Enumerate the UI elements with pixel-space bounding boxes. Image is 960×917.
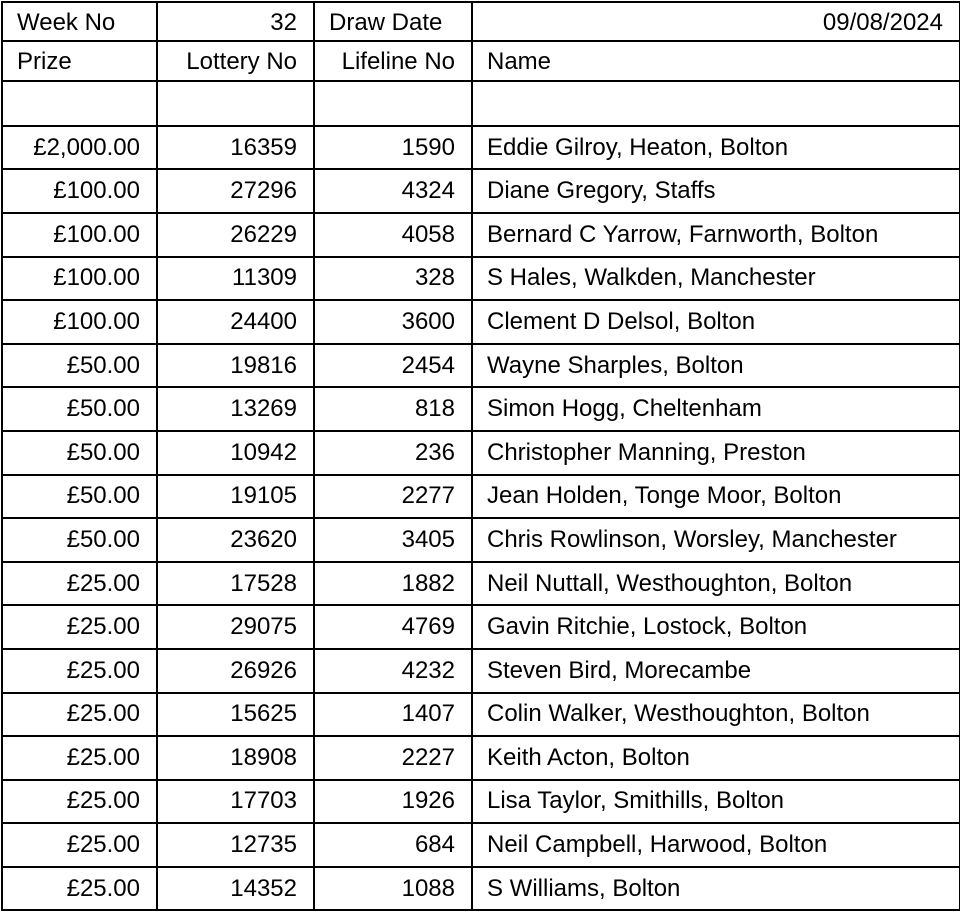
column-header-lottery-no: Lottery No <box>157 41 314 80</box>
lifeline-no-cell: 3600 <box>314 300 472 344</box>
name-cell: Neil Campbell, Harwood, Bolton <box>472 823 960 867</box>
lottery-no-cell: 24400 <box>157 300 314 344</box>
name-cell: Diane Gregory, Staffs <box>472 169 960 213</box>
name-cell: Neil Nuttall, Westhoughton, Bolton <box>472 562 960 606</box>
prize-cell: £100.00 <box>2 300 157 344</box>
lottery-no-cell: 14352 <box>157 867 314 911</box>
prize-cell: £50.00 <box>2 387 157 431</box>
table-row <box>2 867 960 911</box>
lifeline-no-cell: 684 <box>314 823 472 867</box>
table-row <box>2 649 960 693</box>
lottery-no-cell: 27296 <box>157 169 314 213</box>
lottery-no-cell: 11309 <box>157 257 314 301</box>
lifeline-no-cell: 1590 <box>314 126 472 170</box>
prize-cell: £25.00 <box>2 867 157 911</box>
lifeline-no-cell: 2454 <box>314 344 472 388</box>
results-table-body <box>2 2 960 910</box>
name-cell: Clement D Delsol, Bolton <box>472 300 960 344</box>
lottery-no-cell: 13269 <box>157 387 314 431</box>
lottery-no-cell: 15625 <box>157 693 314 737</box>
lifeline-no-cell: 236 <box>314 431 472 475</box>
lottery-no-cell: 12735 <box>157 823 314 867</box>
lottery-no-cell: 19105 <box>157 475 314 519</box>
name-cell: Chris Rowlinson, Worsley, Manchester <box>472 518 960 562</box>
blank-cell <box>472 81 960 126</box>
lottery-no-cell: 26229 <box>157 213 314 257</box>
table-row <box>2 169 960 213</box>
prize-cell: £50.00 <box>2 518 157 562</box>
name-cell: Eddie Gilroy, Heaton, Bolton <box>472 126 960 170</box>
week-value: 32 <box>157 2 314 41</box>
column-header-lifeline-no: Lifeline No <box>314 41 472 80</box>
name-cell: Christopher Manning, Preston <box>472 431 960 475</box>
draw-date-value: 09/08/2024 <box>472 2 960 41</box>
lifeline-no-cell: 4232 <box>314 649 472 693</box>
name-cell: Jean Holden, Tonge Moor, Bolton <box>472 475 960 519</box>
table-row <box>2 780 960 824</box>
lifeline-no-cell: 1407 <box>314 693 472 737</box>
name-cell: S Williams, Bolton <box>472 867 960 911</box>
prize-cell: £50.00 <box>2 344 157 388</box>
column-header-row <box>2 41 960 80</box>
name-cell: Bernard C Yarrow, Farnworth, Bolton <box>472 213 960 257</box>
prize-cell: £25.00 <box>2 823 157 867</box>
blank-cell <box>2 81 157 126</box>
week-label: Week No <box>2 2 157 41</box>
lifeline-no-cell: 4769 <box>314 605 472 649</box>
table-row <box>2 518 960 562</box>
name-cell: Colin Walker, Westhoughton, Bolton <box>472 693 960 737</box>
blank-cell <box>157 81 314 126</box>
name-cell: Simon Hogg, Cheltenham <box>472 387 960 431</box>
name-cell: Wayne Sharples, Bolton <box>472 344 960 388</box>
lifeline-no-cell: 1088 <box>314 867 472 911</box>
name-cell: Lisa Taylor, Smithills, Bolton <box>472 780 960 824</box>
lottery-no-cell: 26926 <box>157 649 314 693</box>
table-row <box>2 736 960 780</box>
lifeline-no-cell: 3405 <box>314 518 472 562</box>
blank-row <box>2 81 960 126</box>
table-row <box>2 693 960 737</box>
column-header-prize: Prize <box>2 41 157 80</box>
lottery-no-cell: 10942 <box>157 431 314 475</box>
prize-cell: £25.00 <box>2 736 157 780</box>
lifeline-no-cell: 328 <box>314 257 472 301</box>
name-cell: Keith Acton, Bolton <box>472 736 960 780</box>
lottery-no-cell: 29075 <box>157 605 314 649</box>
table-row <box>2 475 960 519</box>
lifeline-no-cell: 818 <box>314 387 472 431</box>
prize-cell: £100.00 <box>2 257 157 301</box>
table-row <box>2 431 960 475</box>
prize-cell: £50.00 <box>2 475 157 519</box>
name-cell: Gavin Ritchie, Lostock, Bolton <box>472 605 960 649</box>
prize-cell: £25.00 <box>2 605 157 649</box>
table-row <box>2 213 960 257</box>
lifeline-no-cell: 4058 <box>314 213 472 257</box>
lottery-no-cell: 17703 <box>157 780 314 824</box>
prize-cell: £25.00 <box>2 649 157 693</box>
lottery-no-cell: 16359 <box>157 126 314 170</box>
header-row-week <box>2 2 960 41</box>
prize-cell: £2,000.00 <box>2 126 157 170</box>
blank-cell <box>314 81 472 126</box>
table-row <box>2 300 960 344</box>
prize-cell: £25.00 <box>2 693 157 737</box>
name-cell: S Hales, Walkden, Manchester <box>472 257 960 301</box>
lottery-no-cell: 23620 <box>157 518 314 562</box>
draw-date-label: Draw Date <box>314 2 472 41</box>
table-row <box>2 823 960 867</box>
table-row <box>2 387 960 431</box>
lifeline-no-cell: 4324 <box>314 169 472 213</box>
lifeline-no-cell: 1926 <box>314 780 472 824</box>
table-row <box>2 562 960 606</box>
lifeline-no-cell: 1882 <box>314 562 472 606</box>
prize-cell: £25.00 <box>2 780 157 824</box>
table-row <box>2 257 960 301</box>
prize-cell: £25.00 <box>2 562 157 606</box>
table-row <box>2 605 960 649</box>
lifeline-no-cell: 2227 <box>314 736 472 780</box>
prize-cell: £100.00 <box>2 169 157 213</box>
column-header-name: Name <box>472 41 960 80</box>
name-cell: Steven Bird, Morecambe <box>472 649 960 693</box>
prize-cell: £50.00 <box>2 431 157 475</box>
table-row <box>2 126 960 170</box>
lifeline-no-cell: 2277 <box>314 475 472 519</box>
lottery-no-cell: 17528 <box>157 562 314 606</box>
prize-cell: £100.00 <box>2 213 157 257</box>
results-table <box>1 1 960 911</box>
lottery-no-cell: 19816 <box>157 344 314 388</box>
lottery-no-cell: 18908 <box>157 736 314 780</box>
table-row <box>2 344 960 388</box>
